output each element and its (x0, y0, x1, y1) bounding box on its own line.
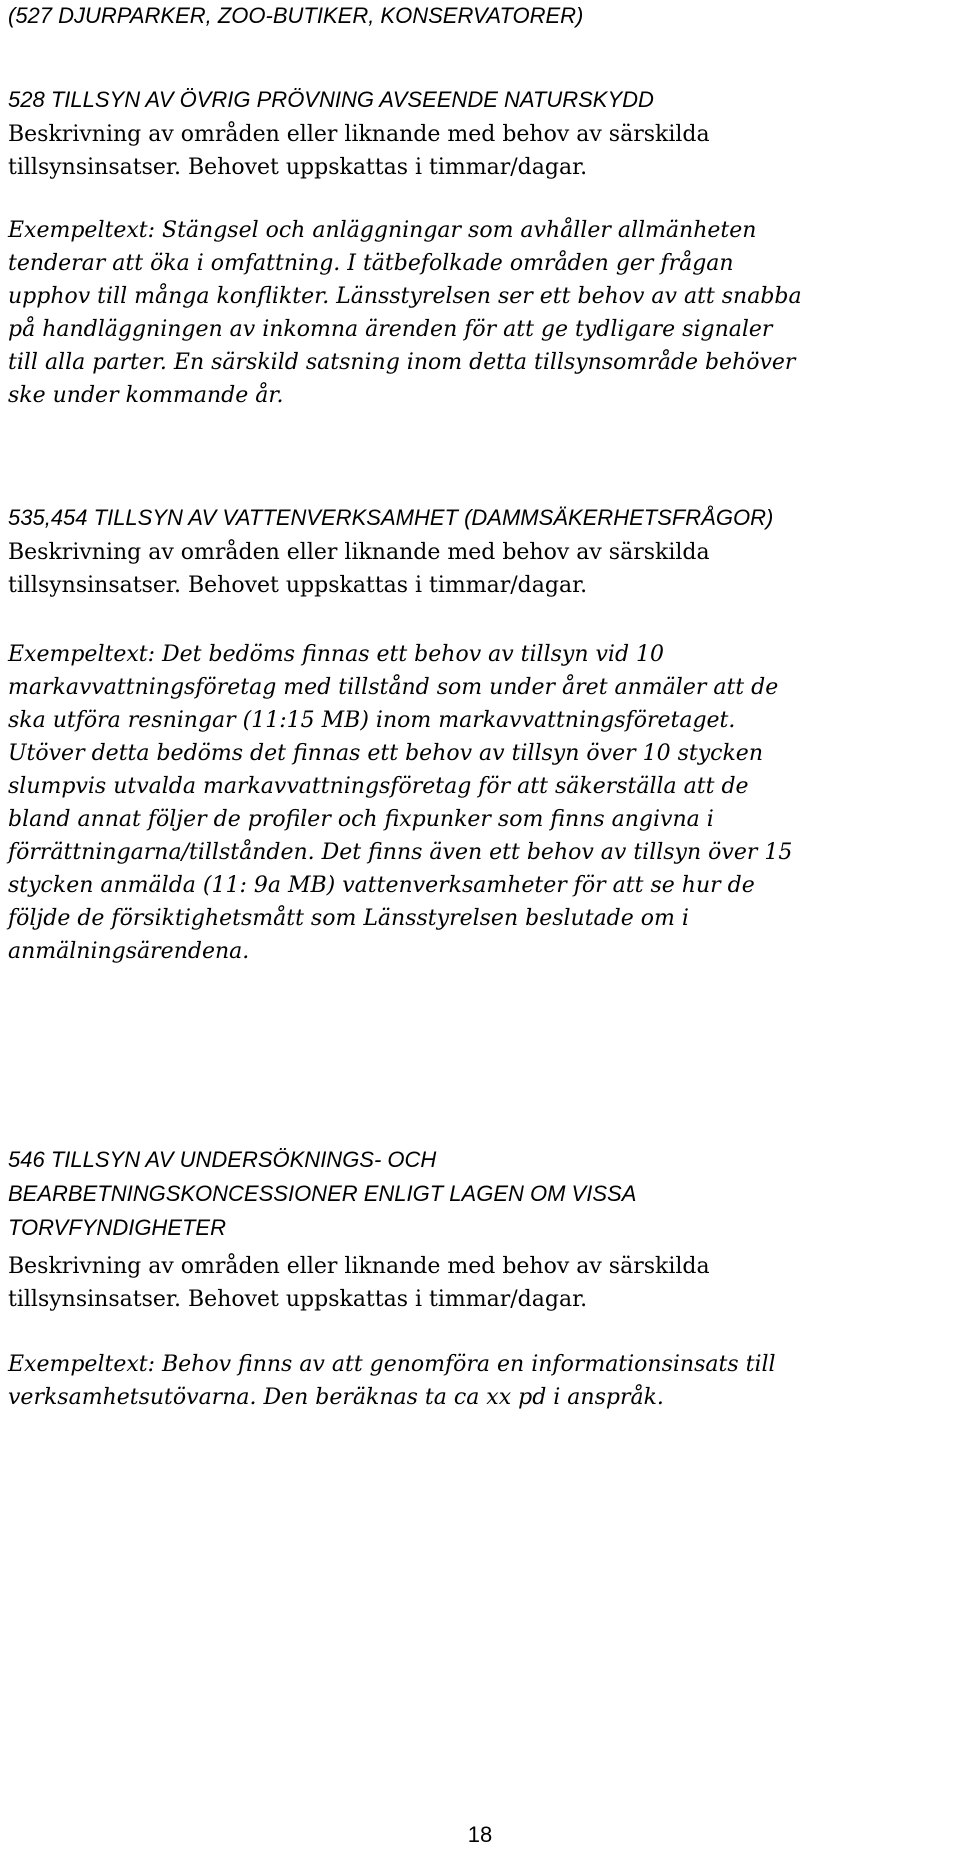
description-line: tillsynsinsatser. Behovet uppskattas i timmar/dagar. (8, 155, 588, 180)
example-546 (8, 1348, 948, 1414)
example-line: ske under kommande år. (8, 383, 284, 408)
example-line: till alla parter. En särskild satsning inom detta tillsynsområde behöver (8, 350, 796, 375)
description-line: tillsynsinsatser. Behovet uppskattas i timmar/dagar. (8, 573, 588, 598)
example-line: verksamhetsutövarna. Den beräknas ta ca xx pd i anspråk. (8, 1385, 664, 1410)
heading-line: TORVFYNDIGHETER (8, 1215, 226, 1240)
heading-528: 528 TILLSYN AV ÖVRIG PRÖVNING AVSEENDE NATURSKYDD (8, 87, 654, 112)
example-line: Exempeltext: Det bedöms finnas ett behov av tillsyn vid 10 (8, 642, 665, 667)
heading-546 (8, 1146, 636, 1242)
description-535-454 (8, 536, 948, 602)
example-line: på handläggningen av inkomna ärenden för att ge tydligare signaler (8, 317, 773, 342)
example-528 (8, 214, 948, 412)
example-line: upphov till många konflikter. Länsstyrelsen ser ett behov av att snabba (8, 284, 802, 309)
description-line: Beskrivning av områden eller liknande med behov av särskilda (8, 540, 710, 565)
example-line: markavvattningsföretag med tillstånd som under året anmäler att de (8, 675, 779, 700)
example-line: följde de försiktighetsmått som Länsstyrelsen beslutade om i (8, 906, 689, 931)
example-line: bland annat följer de profiler och fixpunker som finns angivna i (8, 807, 714, 832)
heading-line: 546 TILLSYN AV UNDERSÖKNINGS- OCH (8, 1147, 437, 1172)
example-line: anmälningsärendena. (8, 939, 250, 964)
heading-527: (527 DJURPARKER, ZOO-BUTIKER, KONSERVATORER) (8, 3, 584, 28)
example-line: tenderar att öka i omfattning. I tätbefolkade områden ger frågan (8, 251, 734, 276)
example-line: ska utföra resningar (11:15 MB) inom markavvattningsföretaget. (8, 708, 736, 733)
heading-line: BEARBETNINGSKONCESSIONER ENLIGT LAGEN OM VISSA (8, 1181, 637, 1206)
example-line: Exempeltext: Stängsel och anläggningar som avhåller allmänheten (8, 218, 757, 243)
description-line: Beskrivning av områden eller liknande med behov av särskilda (8, 1254, 710, 1279)
example-line: Utöver detta bedöms det finnas ett behov av tillsyn över 10 stycken (8, 741, 763, 766)
example-line: förrättningarna/tillstånden. Det finns även ett behov av tillsyn över 15 (8, 840, 793, 865)
example-line: slumpvis utvalda markavvattningsföretag för att säkerställa att de (8, 774, 749, 799)
heading-535-454: 535,454 TILLSYN AV VATTENVERKSAMHET (DAMMSÄKERHETSFRÅGOR) (8, 505, 774, 530)
page-number: 18 (467, 1822, 493, 1847)
description-546 (8, 1250, 948, 1316)
description-line: Beskrivning av områden eller liknande med behov av särskilda (8, 122, 710, 147)
description-528 (8, 118, 948, 184)
example-535-454 (8, 638, 948, 968)
example-line: Exempeltext: Behov finns av att genomföra en informationsinsats till (8, 1352, 776, 1377)
example-line: stycken anmälda (11: 9a MB) vattenverksamheter för att se hur de (8, 873, 755, 898)
description-line: tillsynsinsatser. Behovet uppskattas i timmar/dagar. (8, 1287, 588, 1312)
